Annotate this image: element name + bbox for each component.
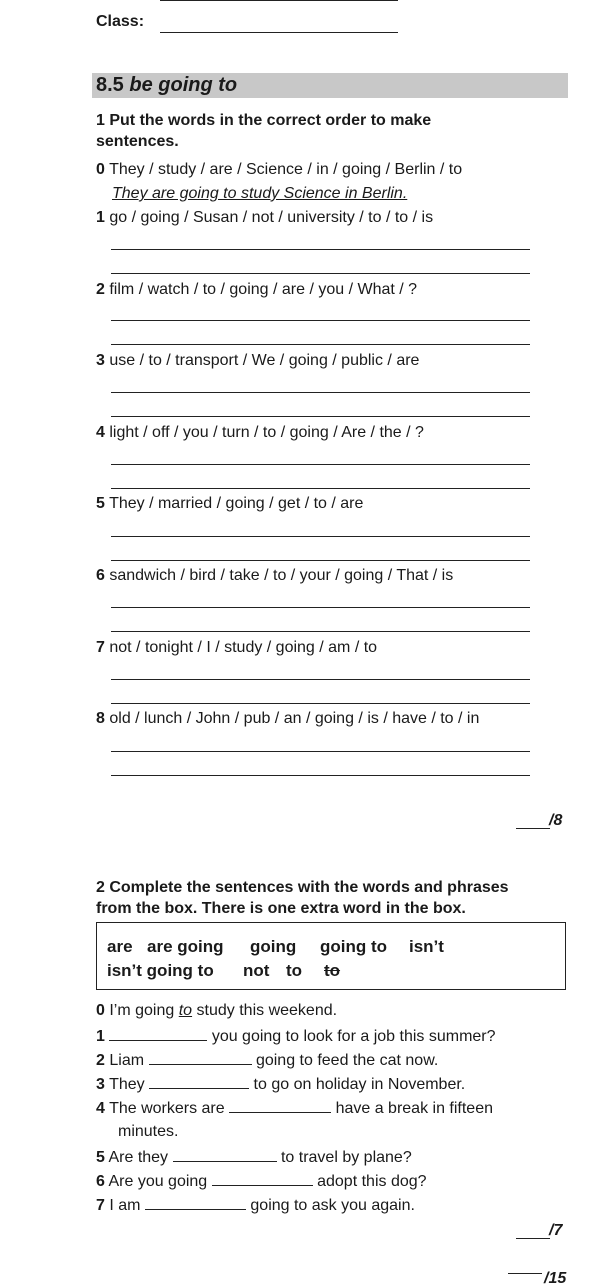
class-answer-line[interactable]	[160, 32, 398, 33]
answer-line[interactable]	[111, 631, 530, 632]
answer-blank[interactable]	[173, 1147, 277, 1162]
answer-line[interactable]	[111, 775, 530, 776]
exercise-2-item: 2 Liam going to feed the cat now.	[96, 1052, 439, 1069]
box-word: to	[286, 961, 303, 980]
answer-blank[interactable]	[149, 1074, 249, 1089]
answer-line[interactable]	[111, 273, 530, 274]
exercise-2-item: 1 you going to look for a job this summer?	[96, 1028, 496, 1045]
answer-blank[interactable]	[149, 1050, 252, 1065]
answer-line[interactable]	[111, 320, 530, 321]
answer-line[interactable]	[111, 560, 530, 561]
answer-blank[interactable]	[229, 1098, 331, 1113]
exercise-1-item: 5 They / married / going / get / to / are	[96, 495, 364, 512]
answer-line[interactable]	[111, 416, 530, 417]
score-blank[interactable]	[516, 828, 550, 829]
exercise-2-item: 7 I am going to ask you again.	[96, 1197, 415, 1214]
section-title: 8.5 be going to	[96, 74, 238, 96]
box-word: isn’t	[409, 937, 444, 956]
exercise-1-item: 2 film / watch / to / going / are / you / What / ?	[96, 281, 418, 298]
exercise-2-example: 0 I’m going to study this weekend.	[96, 1002, 338, 1019]
box-word-crossed-out: to	[324, 961, 341, 980]
exercise-2-item: 4 The workers are have a break in fifteen	[96, 1100, 493, 1117]
box-word: going	[250, 937, 297, 956]
exercise-1-item: 1 go / going / Susan / not / university / to / to / is	[96, 209, 434, 226]
exercise-1-example: 0 They / study / are / Science / in / going / Berlin / to	[96, 161, 463, 178]
answer-line[interactable]	[111, 751, 530, 752]
exercise-2-item: 6 Are you going adopt this dog?	[96, 1173, 427, 1190]
exercise-1-item: 8 old / lunch / John / pub / an / going / is / have / to / in	[96, 710, 480, 727]
exercise-1-item: 6 sandwich / bird / take / to / your / going / That / is	[96, 567, 454, 584]
answer-blank[interactable]	[212, 1171, 313, 1186]
exercise-1-score: /8	[549, 812, 563, 829]
exercise-2-item: 5 Are they to travel by plane?	[96, 1149, 412, 1166]
exercise-2-item-continuation: minutes.	[118, 1123, 179, 1140]
top-rule	[160, 0, 398, 1]
exercise-1-item: 7 not / tonight / I / study / going / am / to	[96, 639, 378, 656]
exercise-2-score: /7	[549, 1222, 563, 1239]
answer-line[interactable]	[111, 464, 530, 465]
answer-line[interactable]	[111, 344, 530, 345]
box-word: not	[243, 961, 270, 980]
answer-line[interactable]	[111, 703, 530, 704]
answer-line[interactable]	[111, 679, 530, 680]
box-word: going to	[320, 937, 388, 956]
box-word: isn’t going to	[107, 961, 214, 980]
class-label: Class:	[96, 13, 145, 30]
score-blank[interactable]	[516, 1238, 550, 1239]
exercise-2-item: 3 They to go on holiday in November.	[96, 1076, 466, 1093]
exercise-1-item: 3 use / to / transport / We / going / public / are	[96, 352, 420, 369]
box-word: are going	[147, 937, 224, 956]
answer-line[interactable]	[111, 607, 530, 608]
answer-line[interactable]	[111, 392, 530, 393]
exercise-3-score: /15	[544, 1270, 567, 1287]
answer-line[interactable]	[111, 536, 530, 537]
score-blank[interactable]	[508, 1273, 542, 1274]
exercise-1-item: 4 light / off / you / turn / to / going / Are / the / ?	[96, 424, 424, 441]
exercise-1-example-answer: They are going to study Science in Berlin.	[112, 185, 408, 202]
answer-blank[interactable]	[109, 1026, 207, 1041]
exercise-2-instruction: 2 Complete the sentences with the words and phrases from the box. There is one extra word in the box.	[96, 879, 509, 917]
box-word: are	[107, 937, 133, 956]
answer-line[interactable]	[111, 249, 530, 250]
exercise-1-instruction: 1 Put the words in the correct order to make sentences.	[96, 112, 432, 150]
answer-line[interactable]	[111, 488, 530, 489]
answer-blank[interactable]	[145, 1195, 246, 1210]
